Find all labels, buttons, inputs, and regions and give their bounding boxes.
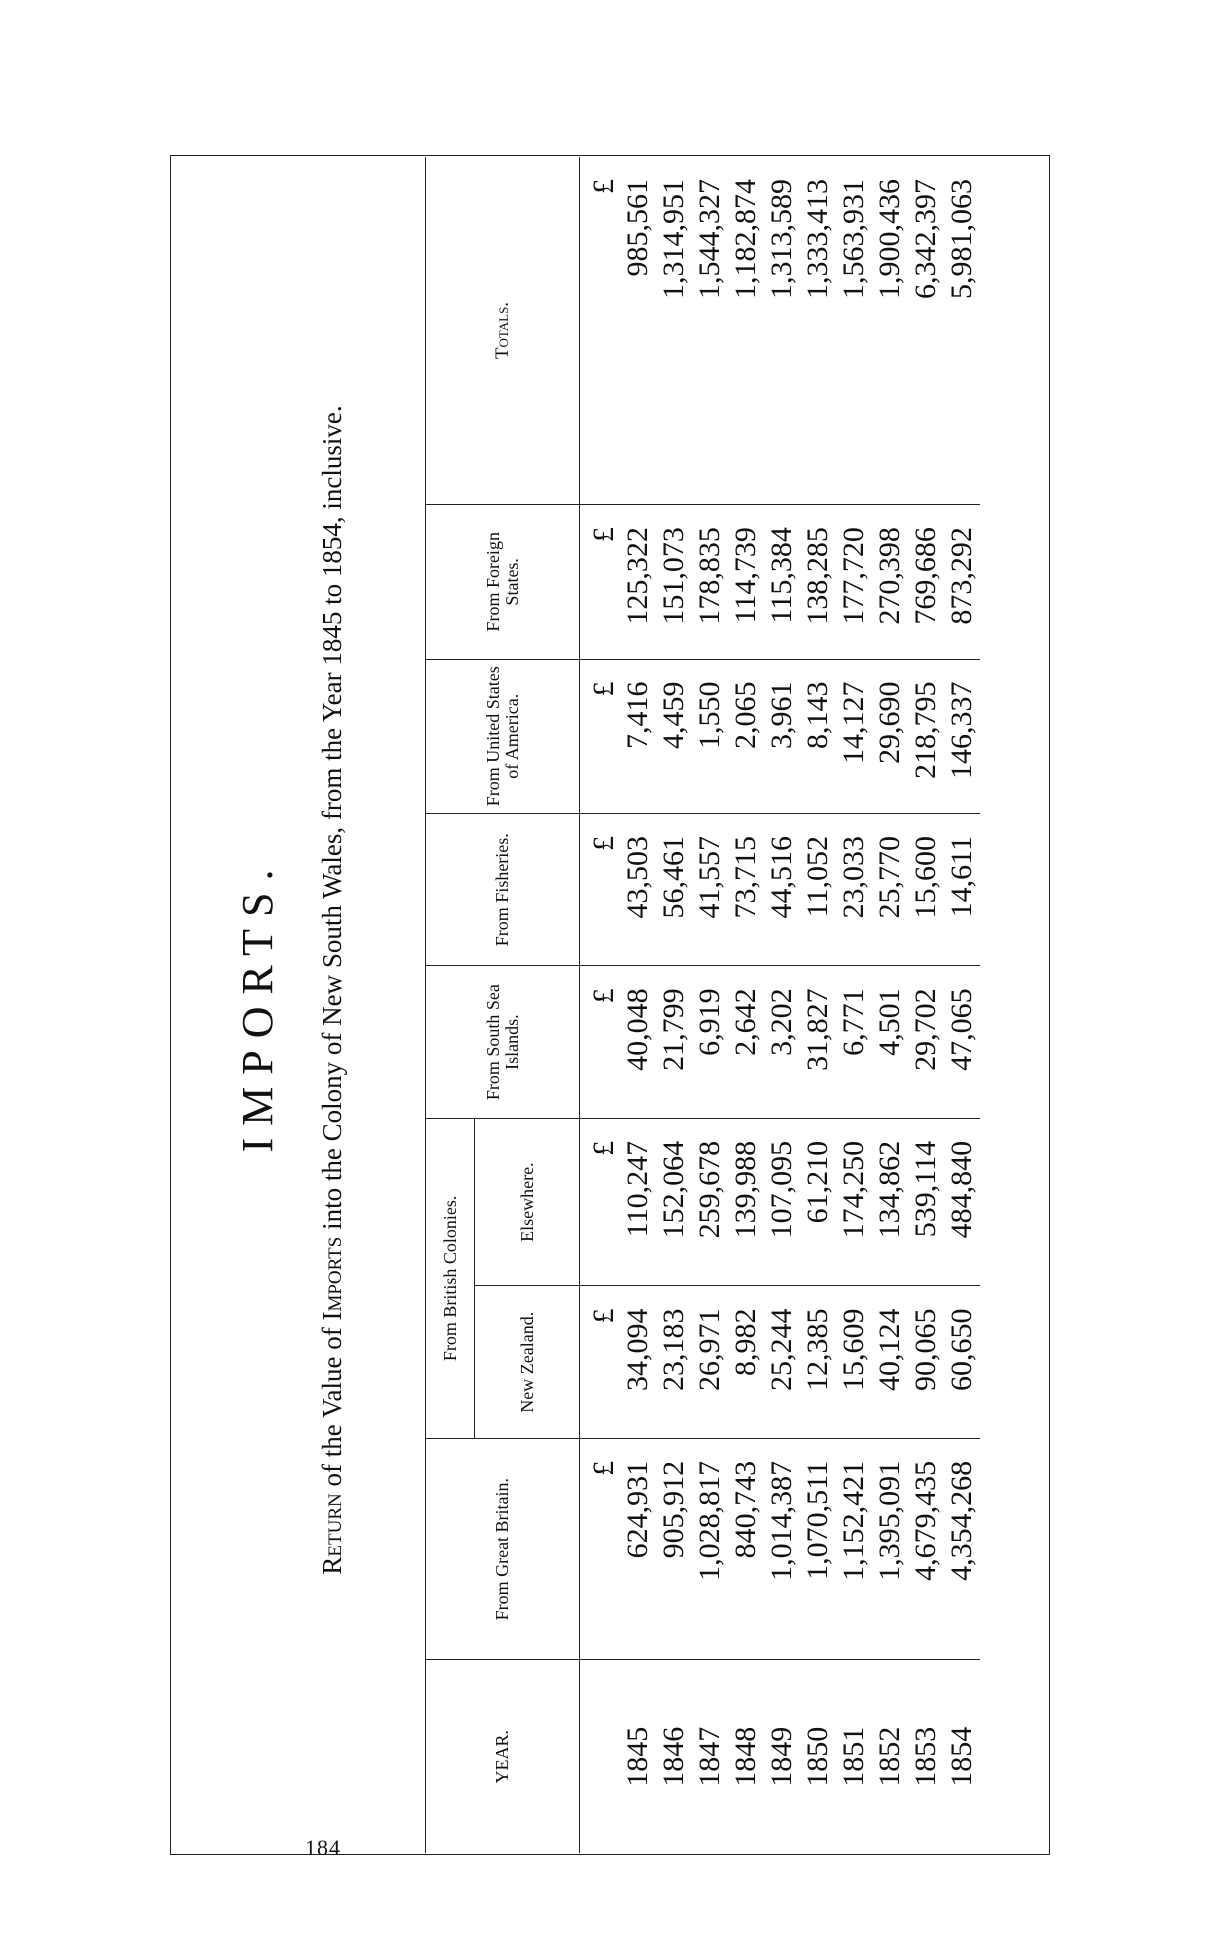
foreign-states-cell: 270,398 [872, 505, 908, 659]
col-header-great-britain: From Great Britain. [426, 1438, 580, 1660]
united-states-cell: 4,459 [656, 659, 692, 813]
fisheries-cell: 41,557 [692, 813, 728, 965]
great-britain-cell: 905,912 [656, 1438, 692, 1660]
foreign-states-cell: 138,285 [800, 505, 836, 659]
year-cell: 1845 [621, 1726, 654, 1787]
new-zealand-cell: 23,183 [656, 1286, 692, 1438]
page-number: 184 [305, 1835, 341, 1860]
elsewhere-cell: 110,247 [620, 1118, 656, 1286]
elsewhere-cell: 539,114 [908, 1118, 944, 1286]
south-sea-cell: 6,919 [692, 966, 728, 1118]
united-states-cell: 1,550 [692, 659, 728, 813]
great-britain-cell: 1,014,387 [764, 1438, 800, 1660]
table-row [836, 157, 872, 1853]
total-cell: 1,313,589 [764, 157, 800, 505]
col-header-fisheries: From Fisheries. [426, 813, 580, 965]
foreign-states-cell: 177,720 [836, 505, 872, 659]
great-britain-cell: 4,679,435 [908, 1438, 944, 1660]
elsewhere-cell: 107,095 [764, 1118, 800, 1286]
table-row [908, 157, 944, 1853]
page-title: IMPORTS. [233, 857, 282, 1153]
fisheries-cell: 73,715 [728, 813, 764, 965]
currency-cell: £ [580, 1118, 621, 1286]
col-header-new-zealand: New Zealand. [475, 1286, 580, 1438]
table-row [944, 157, 980, 1853]
united-states-cell: 29,690 [872, 659, 908, 813]
foreign-states-cell: 873,292 [944, 505, 980, 659]
new-zealand-cell: 90,065 [908, 1286, 944, 1438]
year-cell: 1854 [945, 1726, 978, 1787]
south-sea-cell: 47,065 [944, 966, 980, 1118]
new-zealand-cell: 60,650 [944, 1286, 980, 1438]
great-britain-cell: 1,070,511 [800, 1438, 836, 1660]
united-states-cell: 3,961 [764, 659, 800, 813]
fisheries-cell: 43,503 [620, 813, 656, 965]
table-row [800, 157, 836, 1853]
table-row [764, 157, 800, 1853]
total-cell: 5,981,063 [944, 157, 980, 505]
year-cell: 1847 [693, 1726, 726, 1787]
table-body [580, 157, 981, 1853]
foreign-states-cell: 151,073 [656, 505, 692, 659]
currency-cell: £ [580, 157, 621, 505]
col-header-south-sea: From South Sea Islands. [426, 966, 580, 1118]
rotated-sheet [170, 155, 1050, 1855]
great-britain-cell: 1,028,817 [692, 1438, 728, 1660]
currency-cell: £ [580, 505, 621, 659]
fisheries-cell: 44,516 [764, 813, 800, 965]
currency-cell: £ [580, 1438, 621, 1660]
south-sea-cell: 3,202 [764, 966, 800, 1118]
south-sea-cell: 21,799 [656, 966, 692, 1118]
united-states-cell: 7,416 [620, 659, 656, 813]
elsewhere-cell: 484,840 [944, 1118, 980, 1286]
col-header-year: YEAR. [426, 1660, 580, 1853]
foreign-states-cell: 125,322 [620, 505, 656, 659]
total-cell: 6,342,397 [908, 157, 944, 505]
table-row [692, 157, 728, 1853]
great-britain-cell: 1,152,421 [836, 1438, 872, 1660]
new-zealand-cell: 34,094 [620, 1286, 656, 1438]
south-sea-cell: 31,827 [800, 966, 836, 1118]
fisheries-cell: 15,600 [908, 813, 944, 965]
currency-cell: £ [580, 659, 621, 813]
year-cell: 1853 [909, 1726, 942, 1787]
header-row-top [426, 157, 475, 1853]
united-states-cell: 8,143 [800, 659, 836, 813]
foreign-states-cell: 769,686 [908, 505, 944, 659]
united-states-cell: 14,127 [836, 659, 872, 813]
south-sea-cell: 2,642 [728, 966, 764, 1118]
great-britain-cell: 4,354,268 [944, 1438, 980, 1660]
total-cell: 1,544,327 [692, 157, 728, 505]
elsewhere-cell: 61,210 [800, 1118, 836, 1286]
table-row [620, 157, 656, 1853]
total-cell: 985,561 [620, 157, 656, 505]
foreign-states-cell: 115,384 [764, 505, 800, 659]
col-header-totals: Totals. [426, 157, 580, 505]
south-sea-cell: 40,048 [620, 966, 656, 1118]
south-sea-cell: 6,771 [836, 966, 872, 1118]
fisheries-cell: 23,033 [836, 813, 872, 965]
new-zealand-cell: 26,971 [692, 1286, 728, 1438]
great-britain-cell: 624,931 [620, 1438, 656, 1660]
fisheries-cell: 11,052 [800, 813, 836, 965]
col-header-british-colonies: From British Colonies. [426, 1118, 475, 1438]
col-header-elsewhere: Elsewhere. [475, 1118, 580, 1286]
caption-text-a: of the Value of [317, 1320, 347, 1494]
united-states-cell: 218,795 [908, 659, 944, 813]
new-zealand-cell: 12,385 [800, 1286, 836, 1438]
table-row [872, 157, 908, 1853]
elsewhere-cell: 134,862 [872, 1118, 908, 1286]
year-cell: 1849 [765, 1726, 798, 1787]
elsewhere-cell: 174,250 [836, 1118, 872, 1286]
caption-text-b: into the Colony of New South Wales, from the Year 1845 to 1854, inclusive. [317, 405, 347, 1237]
south-sea-cell: 4,501 [872, 966, 908, 1118]
col-header-foreign-states: From Foreign States. [426, 505, 580, 659]
year-cell: 1852 [873, 1726, 906, 1787]
elsewhere-cell: 139,988 [728, 1118, 764, 1286]
fisheries-cell: 56,461 [656, 813, 692, 965]
table-row [656, 157, 692, 1853]
currency-row [580, 157, 621, 1853]
caption-return: Return [317, 1493, 347, 1575]
foreign-states-cell: 114,739 [728, 505, 764, 659]
table-caption [310, 335, 354, 1645]
currency-cell: £ [580, 966, 621, 1118]
currency-cell-year [580, 1660, 621, 1853]
foreign-states-cell: 178,835 [692, 505, 728, 659]
new-zealand-cell: 8,982 [728, 1286, 764, 1438]
elsewhere-cell: 259,678 [692, 1118, 728, 1286]
great-britain-cell: 840,743 [728, 1438, 764, 1660]
year-cell: 1846 [657, 1726, 690, 1787]
united-states-cell: 2,065 [728, 659, 764, 813]
total-cell: 1,563,931 [836, 157, 872, 505]
elsewhere-cell: 152,064 [656, 1118, 692, 1286]
fisheries-cell: 14,611 [944, 813, 980, 965]
great-britain-cell: 1,395,091 [872, 1438, 908, 1660]
imports-table [425, 157, 980, 1853]
year-cell: 1850 [801, 1726, 834, 1787]
south-sea-cell: 29,702 [908, 966, 944, 1118]
caption-imports: Imports [317, 1236, 347, 1321]
new-zealand-cell: 40,124 [872, 1286, 908, 1438]
year-cell: 1848 [729, 1726, 762, 1787]
total-cell: 1,182,874 [728, 157, 764, 505]
united-states-cell: 146,337 [944, 659, 980, 813]
fisheries-cell: 25,770 [872, 813, 908, 965]
col-header-united-states: From United States of America. [426, 659, 580, 813]
table-row [728, 157, 764, 1853]
year-cell: 1851 [837, 1726, 870, 1787]
currency-cell: £ [580, 813, 621, 965]
new-zealand-cell: 15,609 [836, 1286, 872, 1438]
total-cell: 1,900,436 [872, 157, 908, 505]
total-cell: 1,333,413 [800, 157, 836, 505]
total-cell: 1,314,951 [656, 157, 692, 505]
currency-cell: £ [580, 1286, 621, 1438]
new-zealand-cell: 25,244 [764, 1286, 800, 1438]
